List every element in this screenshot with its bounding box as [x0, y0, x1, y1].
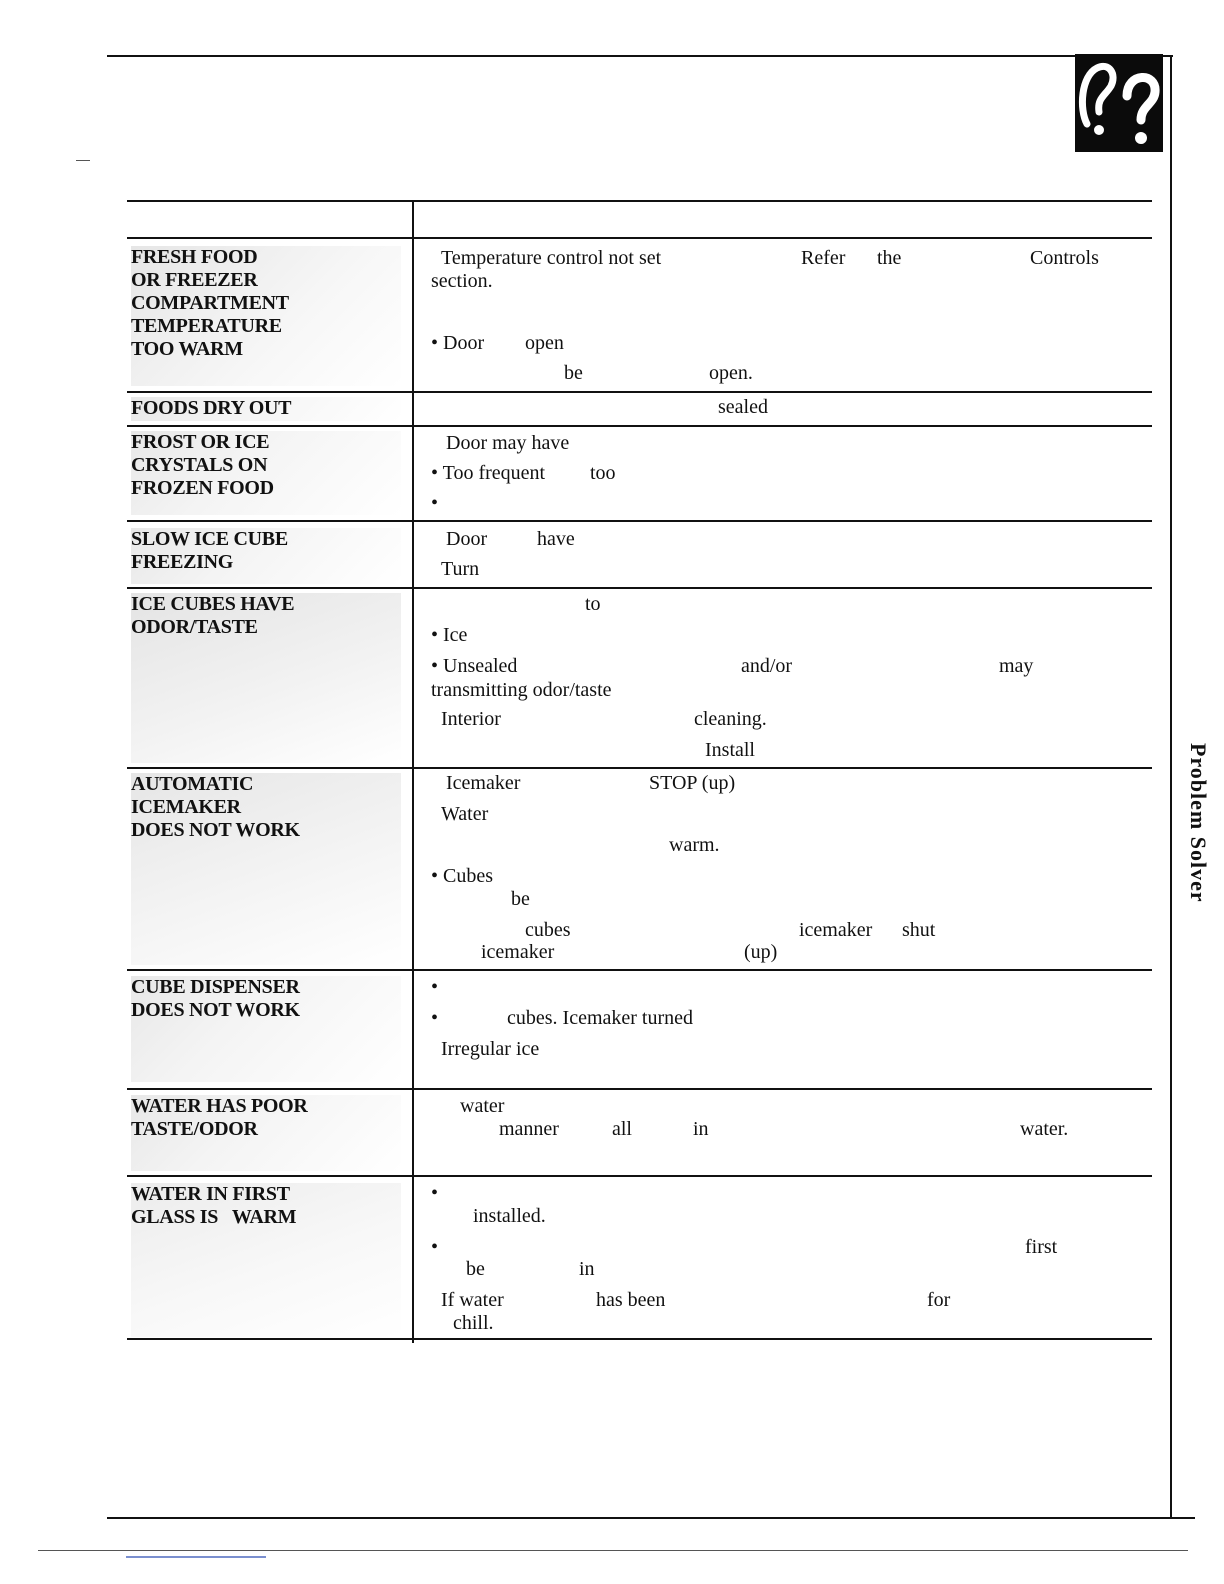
cause-text: Temperature control not set [441, 247, 662, 269]
cause-text: open [525, 332, 564, 354]
problem-label: FROST OR ICE CRYSTALS ON FROZEN FOOD [131, 431, 401, 515]
column-divider [412, 200, 414, 1343]
cause-text: Turn [441, 558, 480, 580]
table-header-bottom-rule [127, 237, 1152, 239]
row-divider [127, 1338, 1152, 1340]
cause-text: be [466, 1258, 485, 1280]
bottom-rule [107, 1517, 1195, 1519]
problem-label: SLOW ICE CUBE FREEZING [131, 528, 401, 584]
row-divider [127, 1175, 1152, 1177]
cause-text: • [431, 1182, 439, 1204]
cause-text: be [564, 362, 583, 384]
cause-text: first [1025, 1236, 1058, 1258]
cause-text: Interior [441, 708, 501, 730]
cause-text: may [999, 655, 1034, 677]
row-divider [127, 391, 1152, 393]
problem-label: FRESH FOOD OR FREEZER COMPARTMENT TEMPERATURE TOO WARM [131, 246, 401, 386]
cause-text: icemaker [481, 941, 555, 963]
question-ear-icon [1075, 54, 1163, 152]
cause-text: • [431, 976, 439, 998]
cause-text: water [460, 1095, 505, 1117]
cause-text: Install [705, 739, 755, 761]
row-divider [127, 587, 1152, 589]
cause-text: transmitting odor/taste [431, 679, 612, 701]
row-divider [127, 520, 1152, 522]
row-divider [127, 425, 1152, 427]
cause-text: too [590, 462, 616, 484]
cause-text: to [585, 593, 601, 615]
table-header-top-rule [127, 200, 1152, 202]
cause-text: • Unsealed [431, 655, 518, 677]
cause-text: section. [431, 270, 493, 292]
cause-text: has been [596, 1289, 666, 1311]
problem-label: AUTOMATIC ICEMAKER DOES NOT WORK [131, 773, 401, 965]
cause-text: • Too frequent [431, 462, 546, 484]
problem-label: ICE CUBES HAVE ODOR/TASTE [131, 593, 401, 763]
cause-text: If water [441, 1289, 504, 1311]
cause-text: STOP (up) [649, 772, 736, 794]
row-divider [127, 767, 1152, 769]
cause-text: (up) [744, 941, 778, 963]
cause-text: • [431, 492, 439, 514]
cause-text: for [927, 1289, 951, 1311]
cause-text: sealed [718, 396, 768, 418]
cause-text: cleaning. [694, 708, 767, 730]
cause-text: have [537, 528, 575, 550]
cause-text: shut [902, 919, 936, 941]
cause-text: • Cubes [431, 865, 494, 887]
cause-text: all [612, 1118, 632, 1140]
cause-text: Door [446, 528, 488, 550]
row-divider [127, 969, 1152, 971]
cause-text: Icemaker [446, 772, 521, 794]
cause-text: cubes. Icemaker turned [507, 1007, 694, 1029]
cause-text: in [693, 1118, 709, 1140]
cause-text: warm. [669, 834, 720, 856]
cause-text: be [511, 888, 530, 910]
cause-text: cubes [525, 919, 571, 941]
footer-rule [38, 1550, 1188, 1551]
cause-text: manner [499, 1118, 559, 1140]
cause-text: water. [1020, 1118, 1069, 1140]
cause-text: • [431, 1007, 439, 1029]
problem-label: FOODS DRY OUT [131, 397, 401, 421]
margin-mark [76, 160, 90, 161]
problem-label: WATER HAS POOR TASTE/ODOR [131, 1095, 401, 1171]
row-divider [127, 1088, 1152, 1090]
problem-label: WATER IN FIRST GLASS IS WARM [131, 1183, 401, 1337]
side-title: Problem Solver [1186, 743, 1211, 903]
cause-text: open. [709, 362, 753, 384]
footer-accent [126, 1556, 266, 1558]
cause-text: Water [441, 803, 489, 825]
cause-text: installed. [473, 1205, 546, 1227]
cause-text: icemaker [799, 919, 873, 941]
cause-text: Door may have [446, 432, 570, 454]
question-ear-logo [1075, 54, 1163, 152]
cause-text: and/or [741, 655, 793, 677]
cause-text: • Ice [431, 624, 468, 646]
cause-text: • Door [431, 332, 485, 354]
right-rule [1170, 55, 1172, 1517]
top-rule [107, 55, 1173, 57]
cause-text: • [431, 1236, 439, 1258]
problem-label: CUBE DISPENSER DOES NOT WORK [131, 976, 401, 1082]
cause-text: Controls [1030, 247, 1099, 269]
cause-text: in [579, 1258, 595, 1280]
cause-text: Refer [801, 247, 846, 269]
cause-text: the [877, 247, 902, 269]
cause-text: Irregular ice [441, 1038, 540, 1060]
cause-text: chill. [453, 1312, 494, 1334]
